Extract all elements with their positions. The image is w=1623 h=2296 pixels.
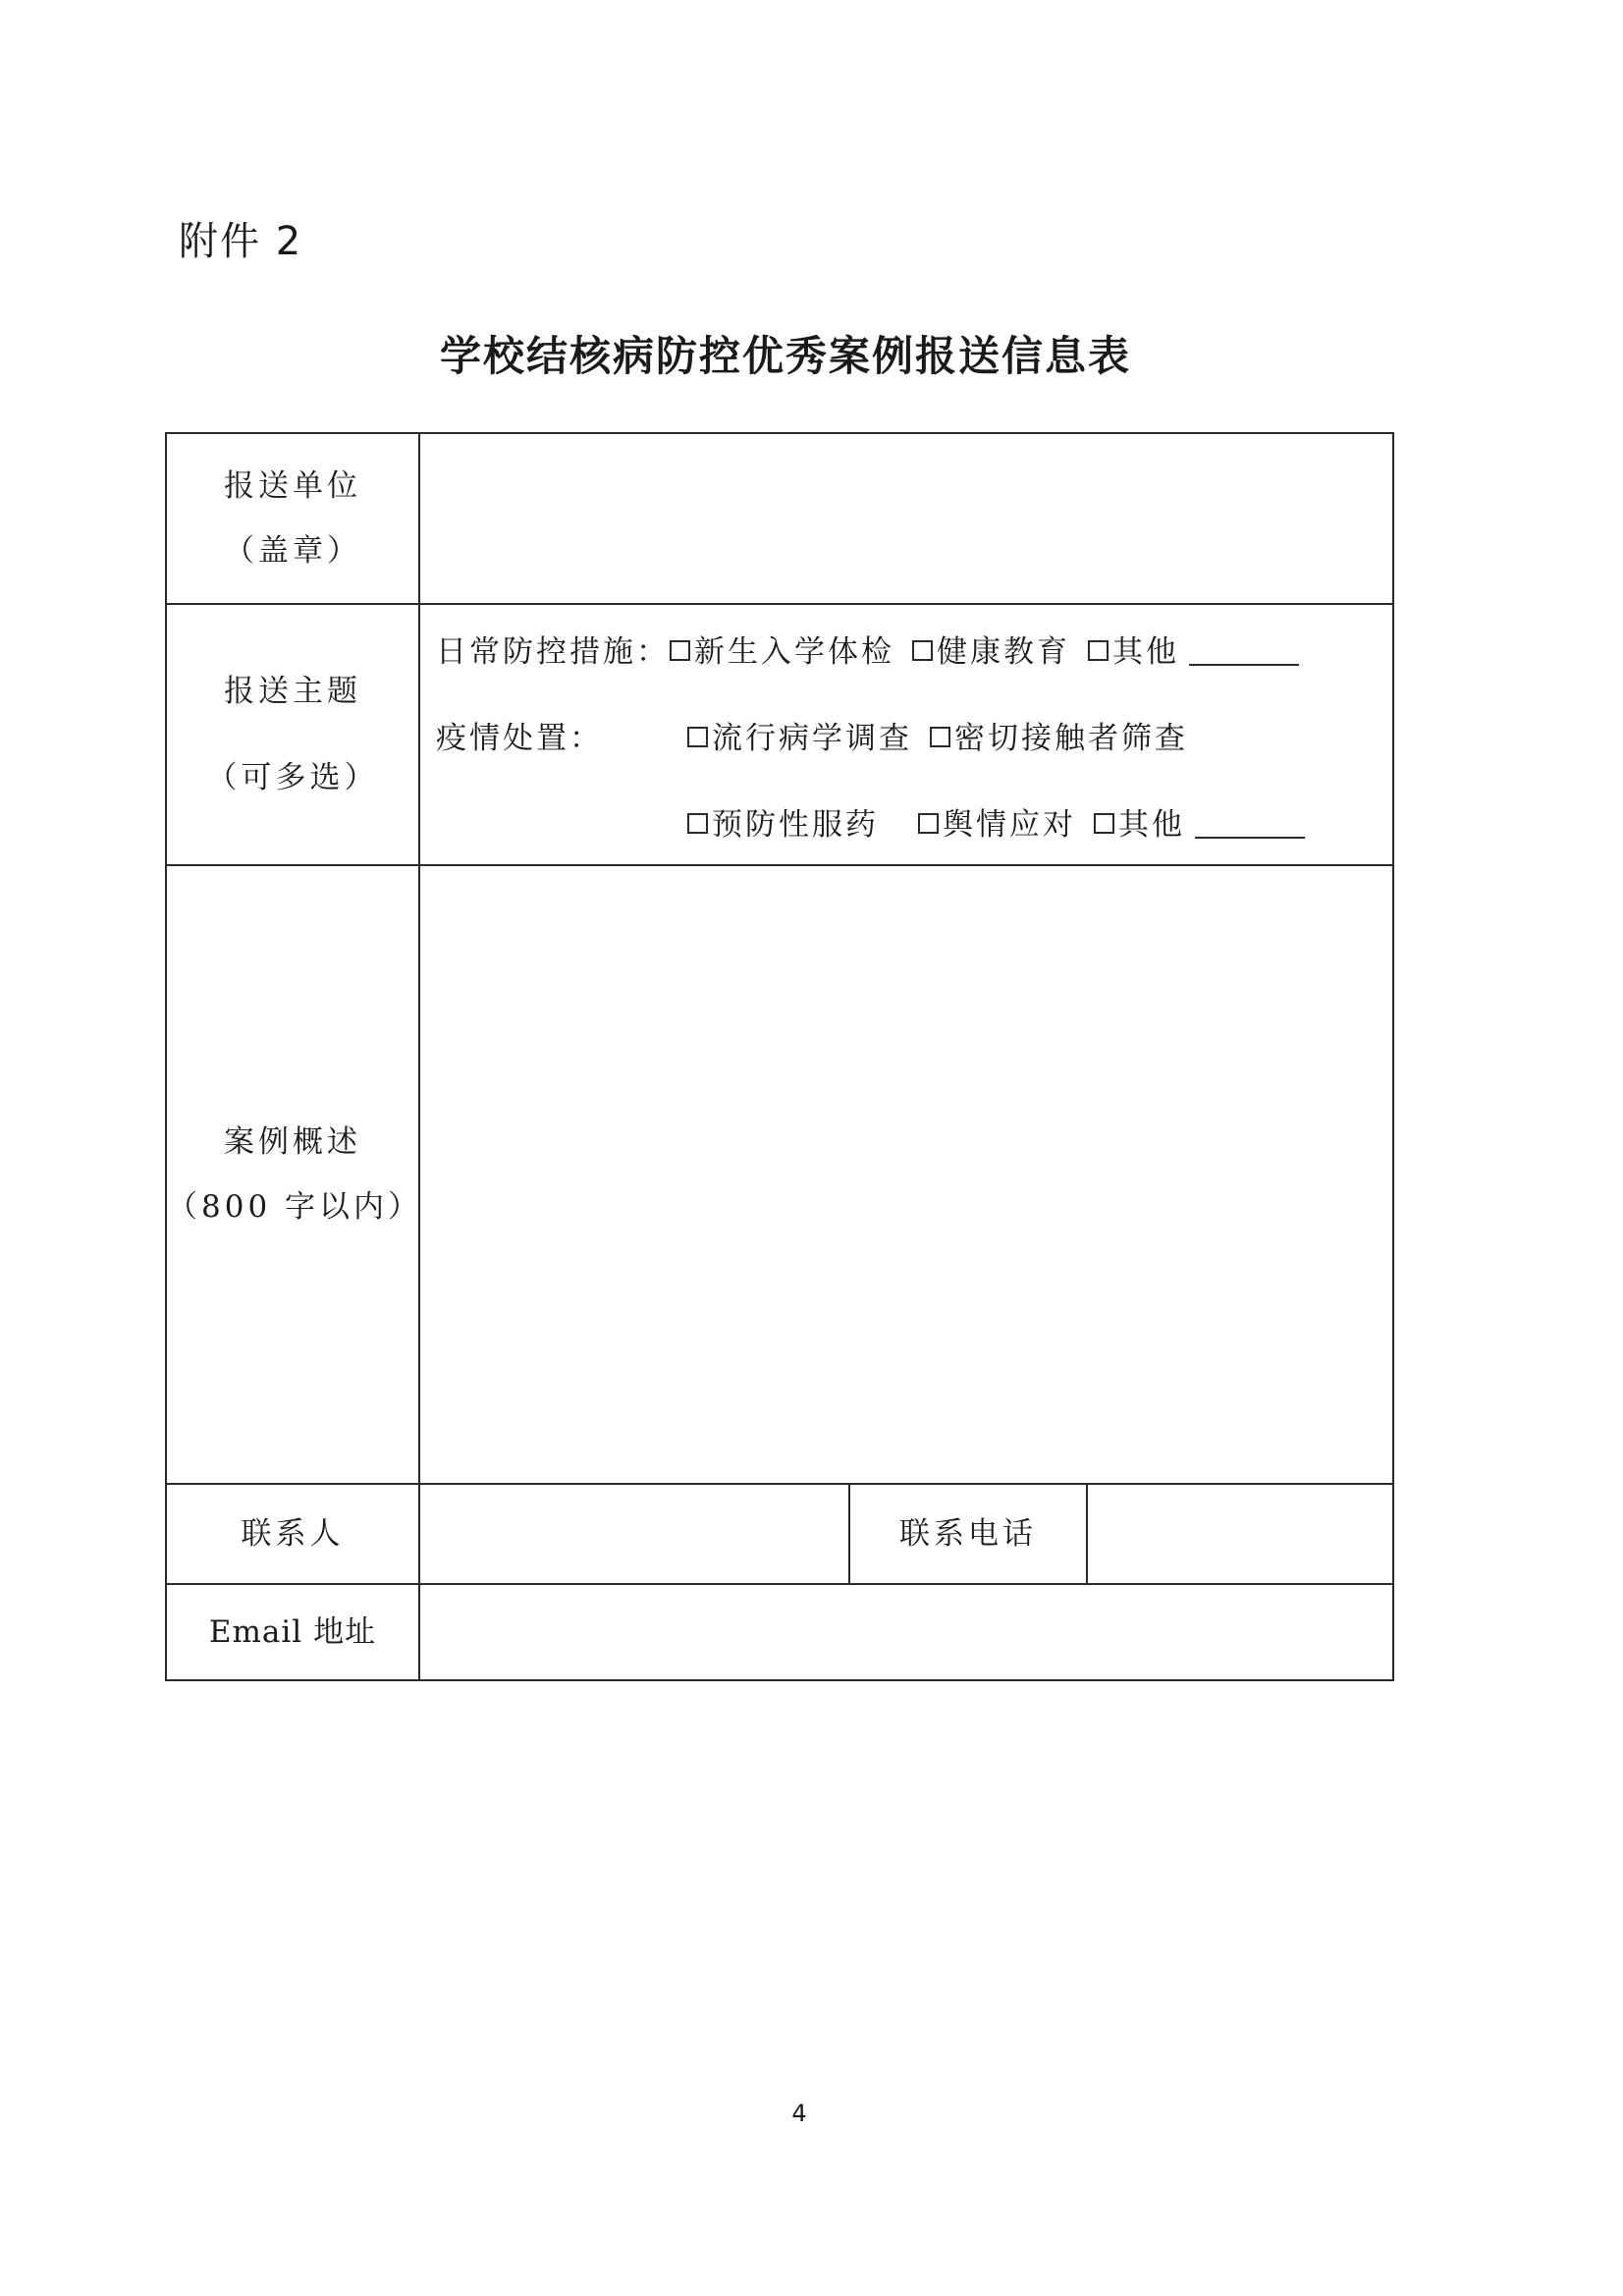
option-epidemic-other[interactable]: 其他 [1094,799,1305,844]
report-topic-label [166,604,419,865]
epidemic-other-blank[interactable] [1195,811,1305,839]
checkbox[interactable] [1088,640,1109,661]
reporting-unit-field[interactable] [419,433,1393,604]
option-preventive-medication[interactable]: 预防性服药 [687,799,879,844]
report-form-table [165,432,1394,1681]
report-topic-label-text: 报送主题 [224,674,361,709]
option-epidemiological-survey[interactable]: 流行病学调查 [687,713,912,757]
daily-other-blank[interactable] [1189,638,1299,666]
checkbox[interactable] [930,727,950,747]
option-close-contact-screening[interactable]: 密切接触者筛查 [930,713,1188,757]
daily-measures-heading: 日常防控措施： [436,634,670,670]
epidemic-response-line-2 [436,799,1323,844]
case-summary-label-text: 案例概述 [224,1124,361,1160]
contact-person-field[interactable] [419,1484,849,1584]
option-new-student-exam[interactable]: 新生入学体检 [670,627,894,671]
email-field[interactable] [419,1584,1393,1680]
report-topic-multi-note: （可多选） [206,760,379,795]
reporting-unit-label-text: 报送单位 [224,468,361,504]
contact-phone-field[interactable] [1087,1484,1393,1584]
page-number: 4 [791,2100,807,2127]
report-topic-options [419,604,1393,865]
row-email [166,1584,1393,1680]
case-summary-label [166,865,423,1484]
checkbox[interactable] [912,640,933,661]
contact-phone-label: 联系电话 [849,1484,1087,1584]
checkbox[interactable] [687,813,708,834]
row-case-summary [166,865,1393,1484]
checkbox[interactable] [918,813,939,834]
page-title: 学校结核病防控优秀案例报送信息表 [439,332,1131,380]
reporting-unit-label [166,433,419,604]
row-reporting-unit [166,433,1393,604]
case-summary-field[interactable] [419,865,1393,1484]
checkbox[interactable] [670,640,690,661]
daily-measures-line [436,627,1317,671]
epidemic-response-heading: 疫情处置： [436,721,603,756]
row-report-topic [166,604,1393,865]
checkbox[interactable] [687,727,708,747]
row-contact [166,1484,1393,1584]
contact-person-label: 联系人 [166,1484,419,1584]
case-summary-limit-note: （800 字以内） [167,1189,423,1225]
option-health-education[interactable]: 健康教育 [912,627,1070,671]
attachment-label: 附件 2 [179,219,303,264]
option-daily-other[interactable]: 其他 [1088,627,1299,671]
option-public-opinion-response[interactable]: 舆情应对 [918,799,1076,844]
epidemic-response-line-1 [436,713,1206,757]
checkbox[interactable] [1094,813,1114,834]
email-label: Email 地址 [166,1584,419,1680]
reporting-unit-seal-note: （盖章） [224,533,361,569]
